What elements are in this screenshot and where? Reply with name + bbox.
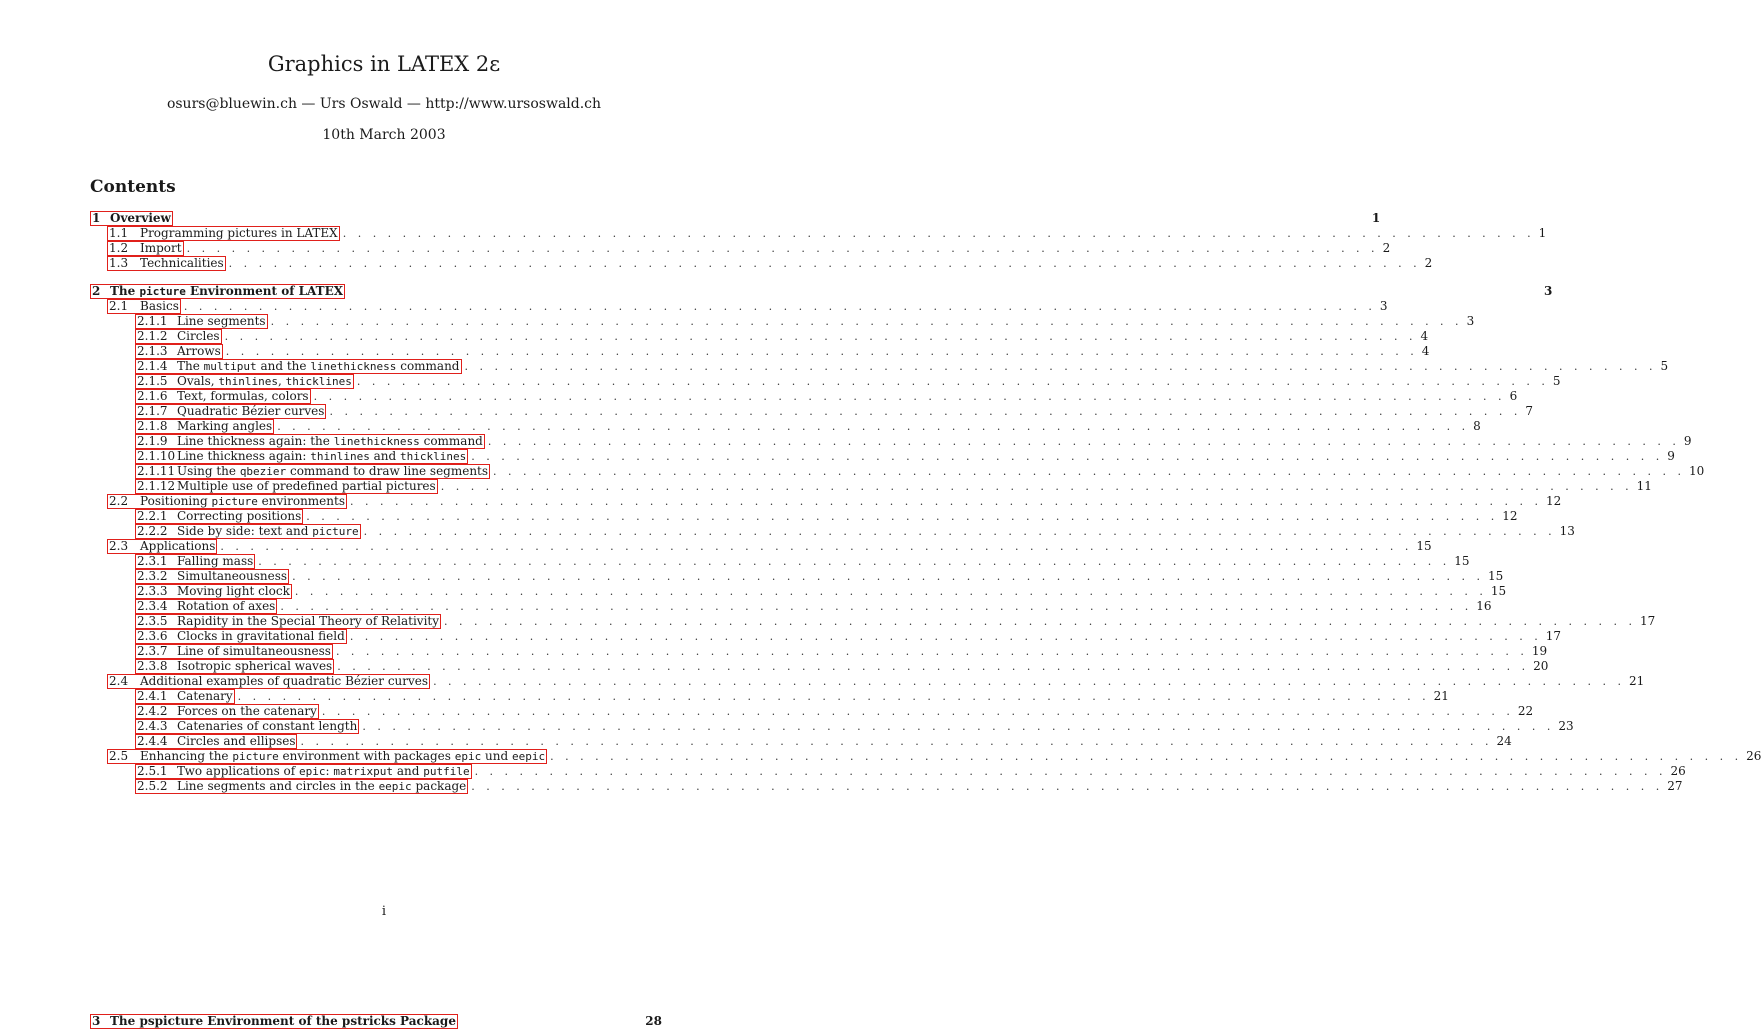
toc-entry-title: Line segments [177, 314, 266, 328]
toc-row [90, 314, 1475, 329]
toc-entry-title: Line of simultaneousness [177, 644, 331, 658]
toc-entry-page: 3 [1544, 284, 1553, 298]
toc-entry-title: Import [140, 241, 182, 255]
toc-row [90, 749, 1761, 764]
toc-row [90, 494, 1562, 509]
dot-leader: . . . . . . . . . . . . . . . . . . . . . . . . . . . . . . . . . . . . . . . . . . . . . . . . . . . . . . . . . . . . . . . . . . . . . . . . . . . . . . . . [280, 600, 1473, 613]
toc-entry-number: 2.1.2 [137, 329, 168, 343]
toc-entry-page: 15 [1490, 584, 1507, 598]
next-page-toc-entry [90, 1014, 662, 1029]
dot-leader: . . . . . . . . . . . . . . . . . . . . . . . . . . . . . . . . . . . . . . . . . . . . . . . . . . . . . . . . . . . . . . . . . . . . . . . . . . . . . . . . [306, 510, 1499, 523]
dot-leader: . . . . . . . . . . . . . . . . . . . . . . . . . . . . . . . . . . . . . . . . . . . . . . . . . . . . . . . . . . . . . . . . . . . . . . . . . . . . . . . . [220, 540, 1413, 553]
toc-row [90, 599, 1492, 614]
toc-entry-page: 3 [1379, 299, 1388, 313]
toc-link[interactable] [135, 524, 361, 539]
toc-row [90, 419, 1481, 434]
toc-entry-title: Catenaries of constant length [177, 719, 358, 733]
toc-link[interactable] [135, 584, 292, 599]
toc-link[interactable] [90, 1014, 458, 1029]
toc-entry-title: Circles and ellipses [177, 734, 296, 748]
dot-leader: . . . . . . . . . . . . . . . . . . . . . . . . . . . . . . . . . . . . . . . . . . . . . . . . . . . . . . . . . . . . . . . . . . . . . . . . . . . . . . . . [335, 645, 1528, 658]
toc-row [90, 734, 1512, 749]
contents-heading: Contents [90, 177, 176, 197]
toc-link[interactable] [135, 554, 255, 569]
toc-row [90, 524, 1575, 539]
dot-leader: . . . . . . . . . . . . . . . . . . . . . . . . . . . . . . . . . . . . . . . . . . . . . . . . . . . . . . . . . . . . . . . . . . . . . . . . . . . . . . . . [440, 480, 1633, 493]
toc-entry-number: 2.3.7 [137, 644, 168, 658]
dot-leader: . . . . . . . . . . . . . . . . . . . . . . . . . . . . . . . . . . . . . . . . . . . . . . . . . . . . . . . . . . . . . . . . . . . . . . . . . . . . . . . . [292, 570, 1485, 583]
dot-leader: . . . . . . . . . . . . . . . . . . . . . . . . . . . . . . . . . . . . . . . . . . . . . . . . . . . . . . . . . . . . . . . . . . . . . . . . . . . . . . . . [474, 765, 1667, 778]
toc-entry-page: 4 [1421, 344, 1430, 358]
toc-link[interactable] [135, 404, 326, 419]
toc-entry-number: 2.1.7 [137, 404, 168, 418]
dot-leader: . . . . . . . . . . . . . . . . . . . . . . . . . . . . . . . . . . . . . . . . . . . . . . . . . . . . . . . . . . . . . . . . . . . . . . . . . . . . . . . . [363, 525, 1556, 538]
toc-entry-page: 27 [1667, 779, 1683, 793]
toc-entry-number: 1 [92, 211, 101, 225]
dot-leader: . . . . . . . . . . . . . . . . . . . . . . . . . . . . . . . . . . . . . . . . . . . . . . . . . . . . . . . . . . . . . . . . . . . . . . . . . . . . . . . . [237, 690, 1430, 703]
toc-row [90, 674, 1645, 689]
toc-row [90, 689, 1449, 704]
toc-entry-title: Using the qbezier command to draw line segments [177, 464, 489, 478]
toc-link[interactable] [135, 419, 274, 434]
toc-entry-page: 9 [1667, 449, 1675, 463]
toc-entry-title: Circles [177, 329, 220, 343]
toc-entry-title: Marking angles [177, 419, 273, 433]
dot-leader: . . . . . . . . . . . . . . . . . . . . . . . . . . . . . . . . . . . . . . . . . . . . . . . . . . . . . . . . . . . . . . . . . . . . . . . . . . . . . . . . [349, 495, 1542, 508]
toc-entry-title: Positioning picture environments [140, 494, 345, 508]
toc-entry-number: 1.2 [109, 241, 129, 255]
toc-row [90, 764, 1686, 779]
toc-entry-page: 21 [1433, 689, 1449, 703]
toc-link[interactable] [135, 704, 319, 719]
toc-link[interactable] [135, 599, 277, 614]
toc-link[interactable] [107, 494, 347, 509]
toc-entry-title: Multiple use of predefined partial pictures [177, 479, 436, 493]
toc-entry-page: 20 [1533, 659, 1549, 673]
toc-entry-title: Two applications of epic: matrixput and putfile [177, 764, 470, 778]
dot-leader: . . . . . . . . . . . . . . . . . . . . . . . . . . . . . . . . . . . . . . . . . . . . . . . . . . . . . . . . . . . . . . . . . . . . . . . . . . . . . . . . [228, 257, 1421, 270]
toc-link[interactable] [135, 614, 441, 629]
toc-entry-page: 12 [1502, 509, 1518, 523]
toc-link[interactable] [135, 644, 333, 659]
toc-entry-title: Simultaneousness [177, 569, 288, 583]
document-title: Graphics in LATEX 2ε [267, 52, 501, 76]
toc-link[interactable] [135, 509, 303, 524]
toc-entry-number: 2.1.9 [137, 434, 168, 448]
toc-link[interactable] [135, 434, 485, 449]
toc-entry-page: 19 [1531, 644, 1548, 658]
toc-row [90, 464, 1705, 479]
toc-entry-page: 26 [1670, 764, 1686, 778]
toc-entry-number: 2.5.1 [137, 764, 168, 778]
toc-entry-page: 16 [1476, 599, 1492, 613]
toc-entry-page: 24 [1496, 734, 1512, 748]
toc-entry-title: Additional examples of quadratic Bézier curves [140, 674, 429, 688]
toc-row [90, 509, 1518, 524]
toc-entry-title: Text, formulas, colors [177, 389, 309, 403]
toc-entry-title: Moving light clock [177, 584, 290, 598]
toc-entry-title: Falling mass [177, 554, 254, 568]
toc-entry-number: 2.3.2 [137, 569, 168, 583]
toc-link[interactable] [107, 299, 181, 314]
dot-leader: . . . . . . . . . . . . . . . . . . . . . . . . . . . . . . . . . . . . . . . . . . . . . . . . . . . . . . . . . . . . . . . . . . . . . . . . . . . . . . . . [313, 390, 1506, 403]
toc-entry-number: 2.4.4 [137, 734, 168, 748]
toc-entry-number: 2.3.1 [137, 554, 168, 568]
toc-entry-page: 13 [1559, 524, 1575, 538]
toc-entry-page: 17 [1639, 614, 1656, 628]
toc-row [90, 629, 1562, 644]
toc-entry-number: 2.2.2 [137, 524, 168, 538]
toc-entry-page: 11 [1636, 479, 1652, 493]
toc-entry-title: Technicalities [140, 256, 224, 270]
dot-leader: . . . . . . . . . . . . . . . . . . . . . . . . . . . . . . . . . . . . . . . . . . . . . . . . . . . . . . . . . . . . . . . . . . . . . . . . . . . . . . . . [362, 720, 1555, 733]
toc-link[interactable] [135, 689, 235, 704]
toc-entry-number: 2.3.6 [137, 629, 168, 643]
toc-link[interactable] [135, 659, 334, 674]
toc-entry-title: Overview [110, 211, 171, 225]
toc-entry-title: Ovals, thinlines, thicklines [177, 374, 352, 388]
toc-entry-number: 2.4 [109, 674, 129, 688]
toc-link[interactable] [135, 359, 462, 374]
toc-row [90, 554, 1470, 569]
toc-link[interactable] [135, 449, 468, 464]
dot-leader: . . . . . . . . . . . . . . . . . . . . . . . . . . . . . . . . . . . . . . . . . . . . . . . . . . . . . . . . . . . . . . . . . . . . . . . . . . . . . . . . [464, 360, 1657, 373]
toc-entry-title: Catenary [177, 689, 233, 703]
toc-entry-page: 1 [1538, 226, 1547, 240]
toc-row [90, 614, 1656, 629]
toc-row [90, 659, 1549, 674]
toc-link[interactable] [135, 779, 468, 794]
toc-row [90, 644, 1548, 659]
page-number: i [381, 904, 387, 919]
toc-link[interactable] [135, 374, 354, 389]
toc-row [90, 374, 1561, 389]
dot-leader: . . . . . . . . . . . . . . . . . . . . . . . . . . . . . . . . . . . . . . . . . . . . . . . . . . . . . . . . . . . . . . . . . . . . . . . . . . . . . . . . [550, 750, 1743, 763]
dot-leader: . . . . . . . . . . . . . . . . . . . . . . . . . . . . . . . . . . . . . . . . . . . . . . . . . . . . . . . . . . . . . . . . . . . . . . . . . . . . . . . . [277, 420, 1470, 433]
dot-leader: . . . . . . . . . . . . . . . . . . . . . . . . . . . . . . . . . . . . . . . . . . . . . . . . . . . . . . . . . . . . . . . . . . . . . . . . . . . . . . . . [186, 242, 1379, 255]
toc-link[interactable] [135, 344, 223, 359]
toc-row [90, 779, 1683, 794]
toc-row [90, 539, 1432, 554]
toc-entry-number: 2.3 [109, 539, 129, 553]
toc-entry-title: Side by side: text and picture [177, 524, 359, 538]
toc-row [90, 284, 1553, 299]
toc-row [90, 299, 1388, 314]
toc-entry-title: Correcting positions [177, 509, 302, 523]
toc-row [90, 241, 1391, 256]
toc-link[interactable] [135, 764, 472, 779]
toc-row [90, 434, 1692, 449]
toc-entry-number: 2.1 [109, 299, 129, 313]
toc-entry-title: Line thickness again: the linethickness command [177, 434, 483, 448]
toc-entry-title: Clocks in gravitational field [177, 629, 345, 643]
toc-entry-number: 2.1.5 [137, 374, 168, 388]
toc-row [90, 719, 1574, 734]
toc-link[interactable] [135, 734, 297, 749]
toc-entry-title: Isotropic spherical waves [177, 659, 333, 673]
toc-link[interactable] [107, 241, 184, 256]
author-line: osurs@bluewin.ch — Urs Oswald — http://www.ursoswald.ch [166, 96, 602, 112]
toc-link[interactable] [90, 211, 173, 226]
toc-entry-title: Rapidity in the Special Theory of Relativity [177, 614, 440, 628]
toc-row [90, 569, 1504, 584]
dot-leader: . . . . . . . . . . . . . . . . . . . . . . . . . . . . . . . . . . . . . . . . . . . . . . . . . . . . . . . . . . . . . . . . . . . . . . . . . . . . . . . . [329, 405, 1522, 418]
toc-entry-number: 2.4.2 [137, 704, 168, 718]
toc-entry-title: Rotation of axes [177, 599, 276, 613]
toc-entry-number: 1.1 [109, 226, 129, 240]
toc-entry-page: 28 [645, 1014, 662, 1028]
toc-row [90, 449, 1675, 464]
toc-entry-number: 2.4.3 [137, 719, 168, 733]
toc-entry-number: 2.3.4 [137, 599, 168, 613]
toc-entry-page: 7 [1525, 404, 1534, 418]
toc-entry-number: 2.3.3 [137, 584, 168, 598]
dot-leader: . . . . . . . . . . . . . . . . . . . . . . . . . . . . . . . . . . . . . . . . . . . . . . . . . . . . . . . . . . . . . . . . . . . . . . . . . . . . . . . . [487, 435, 1680, 448]
dot-leader: . . . . . . . . . . . . . . . . . . . . . . . . . . . . . . . . . . . . . . . . . . . . . . . . . . . . . . . . . . . . . . . . . . . . . . . . . . . . . . . . [321, 705, 1514, 718]
toc-entry-number: 2.1.10 [137, 449, 176, 463]
toc-entry-number: 2.5 [109, 749, 129, 763]
dot-leader: . . . . . . . . . . . . . . . . . . . . . . . . . . . . . . . . . . . . . . . . . . . . . . . . . . . . . . . . . . . . . . . . . . . . . . . . . . . . . . . . [183, 300, 1376, 313]
toc-entry-title: Line thickness again: thinlines and thicklines [177, 449, 467, 463]
toc-entry-number: 2.3.8 [137, 659, 168, 673]
toc-entry-number: 2.1.8 [137, 419, 168, 433]
toc-entry-number: 2.5.2 [137, 779, 168, 793]
toc-entry-page: 10 [1689, 464, 1705, 478]
toc-link[interactable] [135, 629, 347, 644]
toc-row [90, 359, 1669, 374]
toc-row [90, 211, 1381, 226]
toc-entry-number: 2.2 [109, 494, 129, 508]
toc-entry-number: 2.1.11 [137, 464, 176, 478]
toc-link[interactable] [135, 479, 438, 494]
dot-leader: . . . . . . . . . . . . . . . . . . . . . . . . . . . . . . . . . . . . . . . . . . . . . . . . . . . . . . . . . . . . . . . . . . . . . . . . . . . . . . . . [270, 315, 1463, 328]
toc-entry-page: 9 [1683, 434, 1692, 448]
toc-link[interactable] [107, 226, 340, 241]
toc-entry-number: 2.1.4 [137, 359, 168, 373]
dot-leader: . . . . . . . . . . . . . . . . . . . . . . . . . . . . . . . . . . . . . . . . . . . . . . . . . . . . . . . . . . . . . . . . . . . . . . . . . . . . . . . . [444, 615, 1636, 628]
toc-entry-number: 2.3.5 [137, 614, 168, 628]
toc-link[interactable] [135, 464, 490, 479]
table-of-contents [90, 209, 1761, 794]
toc-row [90, 389, 1518, 404]
dot-leader: . . . . . . . . . . . . . . . . . . . . . . . . . . . . . . . . . . . . . . . . . . . . . . . . . . . . . . . . . . . . . . . . . . . . . . . . . . . . . . . . [258, 555, 1451, 568]
dot-leader: . . . . . . . . . . . . . . . . . . . . . . . . . . . . . . . . . . . . . . . . . . . . . . . . . . . . . . . . . . . . . . . . . . . . . . . . . . . . . . . . [471, 450, 1664, 463]
toc-entry-number: 2.1.12 [137, 479, 176, 493]
toc-entry-number: 1.3 [109, 256, 129, 270]
toc-link[interactable] [107, 749, 547, 764]
toc-link[interactable] [107, 256, 226, 271]
dot-leader: . . . . . . . . . . . . . . . . . . . . . . . . . . . . . . . . . . . . . . . . . . . . . . . . . . . . . . . . . . . . . . . . . . . . . . . . . . . . . . . . [471, 780, 1664, 793]
toc-entry-page: 23 [1558, 719, 1574, 733]
toc-entry-number: 2 [92, 284, 101, 298]
toc-entry-page: 15 [1416, 539, 1432, 553]
dot-leader: . . . . . . . . . . . . . . . . . . . . . . . . . . . . . . . . . . . . . . . . . . . . . . . . . . . . . . . . . . . . . . . . . . . . . . . . . . . . . . . . [337, 660, 1530, 673]
toc-link[interactable] [107, 674, 430, 689]
toc-entry-page: 26 [1746, 749, 1761, 763]
dot-leader: . . . . . . . . . . . . . . . . . . . . . . . . . . . . . . . . . . . . . . . . . . . . . . . . . . . . . . . . . . . . . . . . . . . . . . . . . . . . . . . . [433, 675, 1626, 688]
toc-entry-page: 6 [1509, 389, 1518, 403]
toc-row [90, 704, 1534, 719]
toc-link[interactable] [135, 569, 289, 584]
document-date: 10th March 2003 [322, 127, 446, 143]
dot-leader: . . . . . . . . . . . . . . . . . . . . . . . . . . . . . . . . . . . . . . . . . . . . . . . . . . . . . . . . . . . . . . . . . . . . . . . . . . . . . . . . [356, 375, 1549, 388]
toc-row [90, 479, 1652, 494]
toc-row [90, 329, 1429, 344]
toc-entry-page: 15 [1488, 569, 1504, 583]
toc-row [90, 584, 1507, 599]
toc-entry-page: 4 [1420, 329, 1429, 343]
toc-row [90, 344, 1430, 359]
toc-link[interactable] [90, 284, 345, 299]
toc-entry-number: 2.2.1 [137, 509, 168, 523]
toc-entry-page: 1 [1371, 211, 1381, 225]
toc-entry-page: 22 [1517, 704, 1534, 718]
dot-leader: . . . . . . . . . . . . . . . . . . . . . . . . . . . . . . . . . . . . . . . . . . . . . . . . . . . . . . . . . . . . . . . . . . . . . . . . . . . . . . . . [225, 345, 1418, 358]
toc-row [90, 404, 1534, 419]
toc-entry-page: 2 [1424, 256, 1433, 270]
dot-leader: . . . . . . . . . . . . . . . . . . . . . . . . . . . . . . . . . . . . . . . . . . . . . . . . . . . . . . . . . . . . . . . . . . . . . . . . . . . . . . . . [300, 735, 1493, 748]
toc-entry-number: 2.4.1 [137, 689, 168, 703]
toc-row [90, 256, 1433, 271]
toc-entry-title: Basics [140, 299, 179, 313]
toc-entry-title: The pspicture Environment of the pstricks Package [110, 1014, 456, 1028]
toc-link[interactable] [135, 329, 222, 344]
toc-entry-title: The picture Environment of LATEX [110, 284, 344, 298]
dot-leader: . . . . . . . . . . . . . . . . . . . . . . . . . . . . . . . . . . . . . . . . . . . . . . . . . . . . . . . . . . . . . . . . . . . . . . . . . . . . . . . . [224, 330, 1417, 343]
toc-entry-page: 5 [1552, 374, 1561, 388]
toc-link[interactable] [107, 539, 217, 554]
toc-entry-title: Programming pictures in LATEX [140, 226, 338, 240]
toc-entry-number: 2.1.1 [137, 314, 168, 328]
toc-entry-page: 2 [1382, 241, 1391, 255]
dot-leader: . . . . . . . . . . . . . . . . . . . . . . . . . . . . . . . . . . . . . . . . . . . . . . . . . . . . . . . . . . . . . . . . . . . . . . . . . . . . . . . . [349, 630, 1542, 643]
toc-entry-page: 17 [1545, 629, 1562, 643]
dot-leader: . . . . . . . . . . . . . . . . . . . . . . . . . . . . . . . . . . . . . . . . . . . . . . . . . . . . . . . . . . . . . . . . . . . . . . . . . . . . . . . . [294, 585, 1487, 598]
toc-entry-page: 3 [1466, 314, 1475, 328]
toc-entry-title: Arrows [177, 344, 221, 358]
toc-link[interactable] [135, 314, 268, 329]
toc-entry-title: Enhancing the picture environment with packages epic und eepic [140, 749, 546, 763]
toc-entry-number: 2.1.3 [137, 344, 168, 358]
toc-entry-title: Line segments and circles in the eepic package [177, 779, 467, 793]
toc-entry-page: 8 [1473, 419, 1481, 433]
toc-entry-title: The multiput and the linethickness command [177, 359, 460, 373]
toc-entry-page: 12 [1545, 494, 1562, 508]
toc-entry-page: 5 [1660, 359, 1669, 373]
toc-entry-title: Applications [140, 539, 216, 553]
toc-entry-page: 21 [1629, 674, 1645, 688]
toc-entry-title: Forces on the catenary [177, 704, 317, 718]
toc-row [90, 226, 1547, 241]
toc-link[interactable] [135, 719, 359, 734]
dot-leader: . . . . . . . . . . . . . . . . . . . . . . . . . . . . . . . . . . . . . . . . . . . . . . . . . . . . . . . . . . . . . . . . . . . . . . . . . . . . . . . . [493, 465, 1686, 478]
toc-link[interactable] [135, 389, 311, 404]
toc-entry-page: 15 [1454, 554, 1470, 568]
toc-entry-title: Quadratic Bézier curves [177, 404, 325, 418]
dot-leader: . . . . . . . . . . . . . . . . . . . . . . . . . . . . . . . . . . . . . . . . . . . . . . . . . . . . . . . . . . . . . . . . . . . . . . . . . . . . . . . . [342, 227, 1535, 240]
toc-entry-number: 2.1.6 [137, 389, 168, 403]
toc-entry-number: 3 [92, 1014, 101, 1028]
